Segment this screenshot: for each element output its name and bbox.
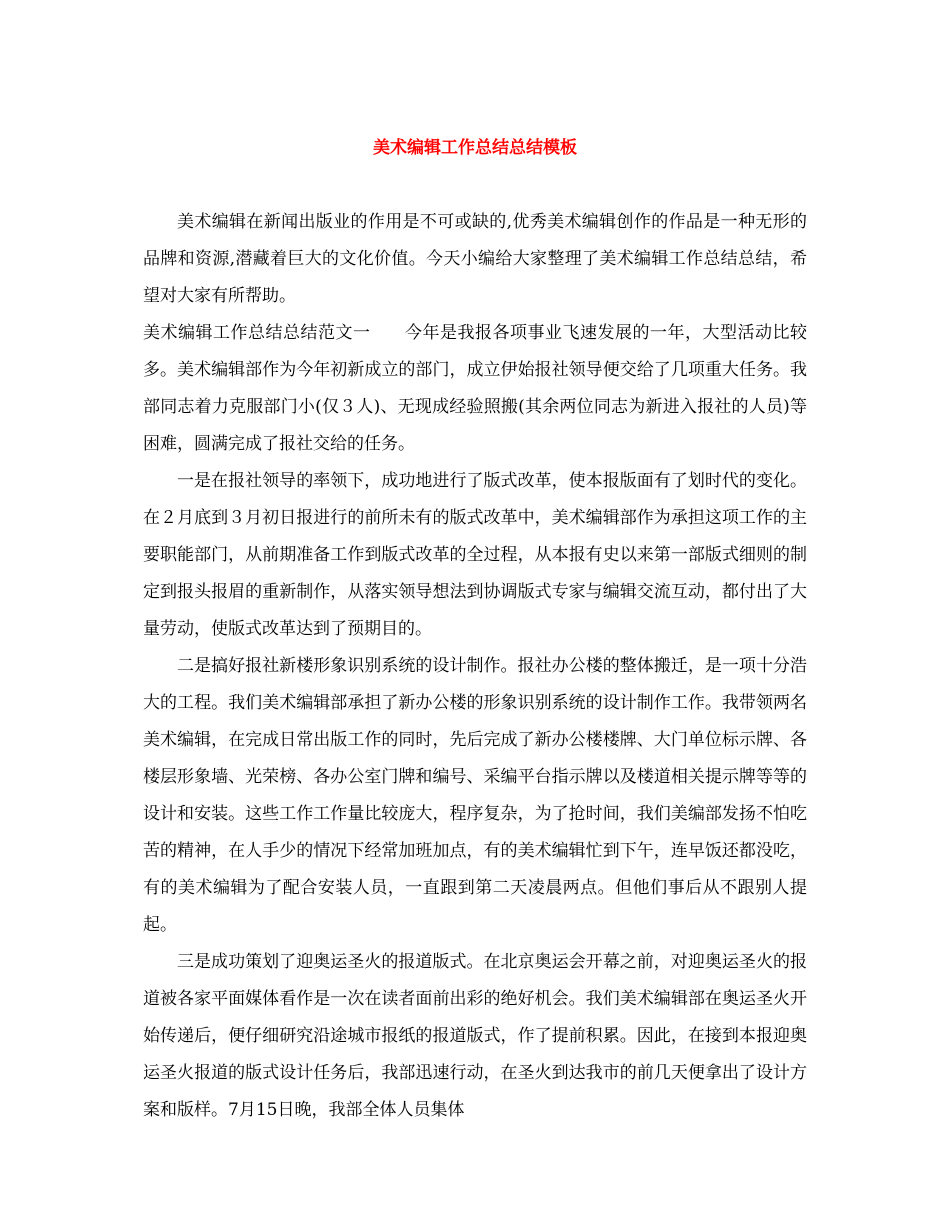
paragraph-sample-one [143, 315, 807, 463]
document-title: 美术编辑工作总结总结模板 [373, 138, 577, 158]
paragraph-point-one: 一是在报社领导的率领下，成功地进行了版式改革，使本报版面有了划时代的变化。在２月底到３月初日报进行的前所未有的版式改革中，美术编辑部作为承担这项工作的主要职能部门，从前期准备工作到版式改革的全过程，从本报有史以来第一部版式细则的制定到报头报眉的重新制作，从落实领导想法到协调版式专家与编辑交流互动，都付出了大量劳动，使版式改革达到了预期目的。 [143, 471, 807, 639]
sample-heading: 美术编辑工作总结总结范文一 [143, 323, 371, 343]
paragraph-point-three: 三是成功策划了迎奥运圣火的报道版式。在北京奥运会开幕之前，对迎奥运圣火的报道被各家平面媒体看作是一次在读者面前出彩的绝好机会。我们美术编辑部在奥运圣火开始传递后，便仔细研究沿途城市报纸的报道版式，作了提前积累。因此，在接到本报迎奥运圣火报道的版式设计任务后，我部迅速行动，在圣火到达我市的前几天便拿出了设计方案和版样。7月15日晚，我部全体人员集体 [143, 952, 807, 1120]
document-body [143, 204, 807, 1129]
sample-text: 今年是我报各项事业飞速发展的一年，大型活动比较多。美术编辑部作为今年初新成立的部门，成立伊始报社领导便交给了几项重大任务。我部同志着力克服部门小(仅３人)、无现成经验照搬(其余两位同志为新进入报社的人员)等困难，圆满完成了报社交给的任务。 [143, 323, 807, 454]
paragraph-point-two: 二是搞好报社新楼形象识别系统的设计制作。报社办公楼的整体搬迁，是一项十分浩大的工程。我们美术编辑部承担了新办公楼的形象识别系统的设计制作工作。我带领两名美术编辑，在完成日常出版工作的同时，先后完成了新办公楼楼牌、大门单位标示牌、各楼层形象墙、光荣榜、各办公室门牌和编号、采编平台指示牌以及楼道相关提示牌等等的设计和安装。这些工作工作量比较庞大，程序复杂，为了抢时间，我们美编部发扬不怕吃苦的精神，在人手少的情况下经常加班加点，有的美术编辑忙到下午，连早饭还都没吃，有的美术编辑为了配合安装人员，一直跟到第二天凌晨两点。但他们事后从不跟别人提起。 [143, 656, 807, 935]
paragraph-intro: 美术编辑在新闻出版业的作用是不可或缺的,优秀美术编辑创作的作品是一种无形的品牌和资源,潜藏着巨大的文化价值。今天小编给大家整理了美术编辑工作总结总结，希望对大家有所帮助。 [143, 212, 807, 306]
